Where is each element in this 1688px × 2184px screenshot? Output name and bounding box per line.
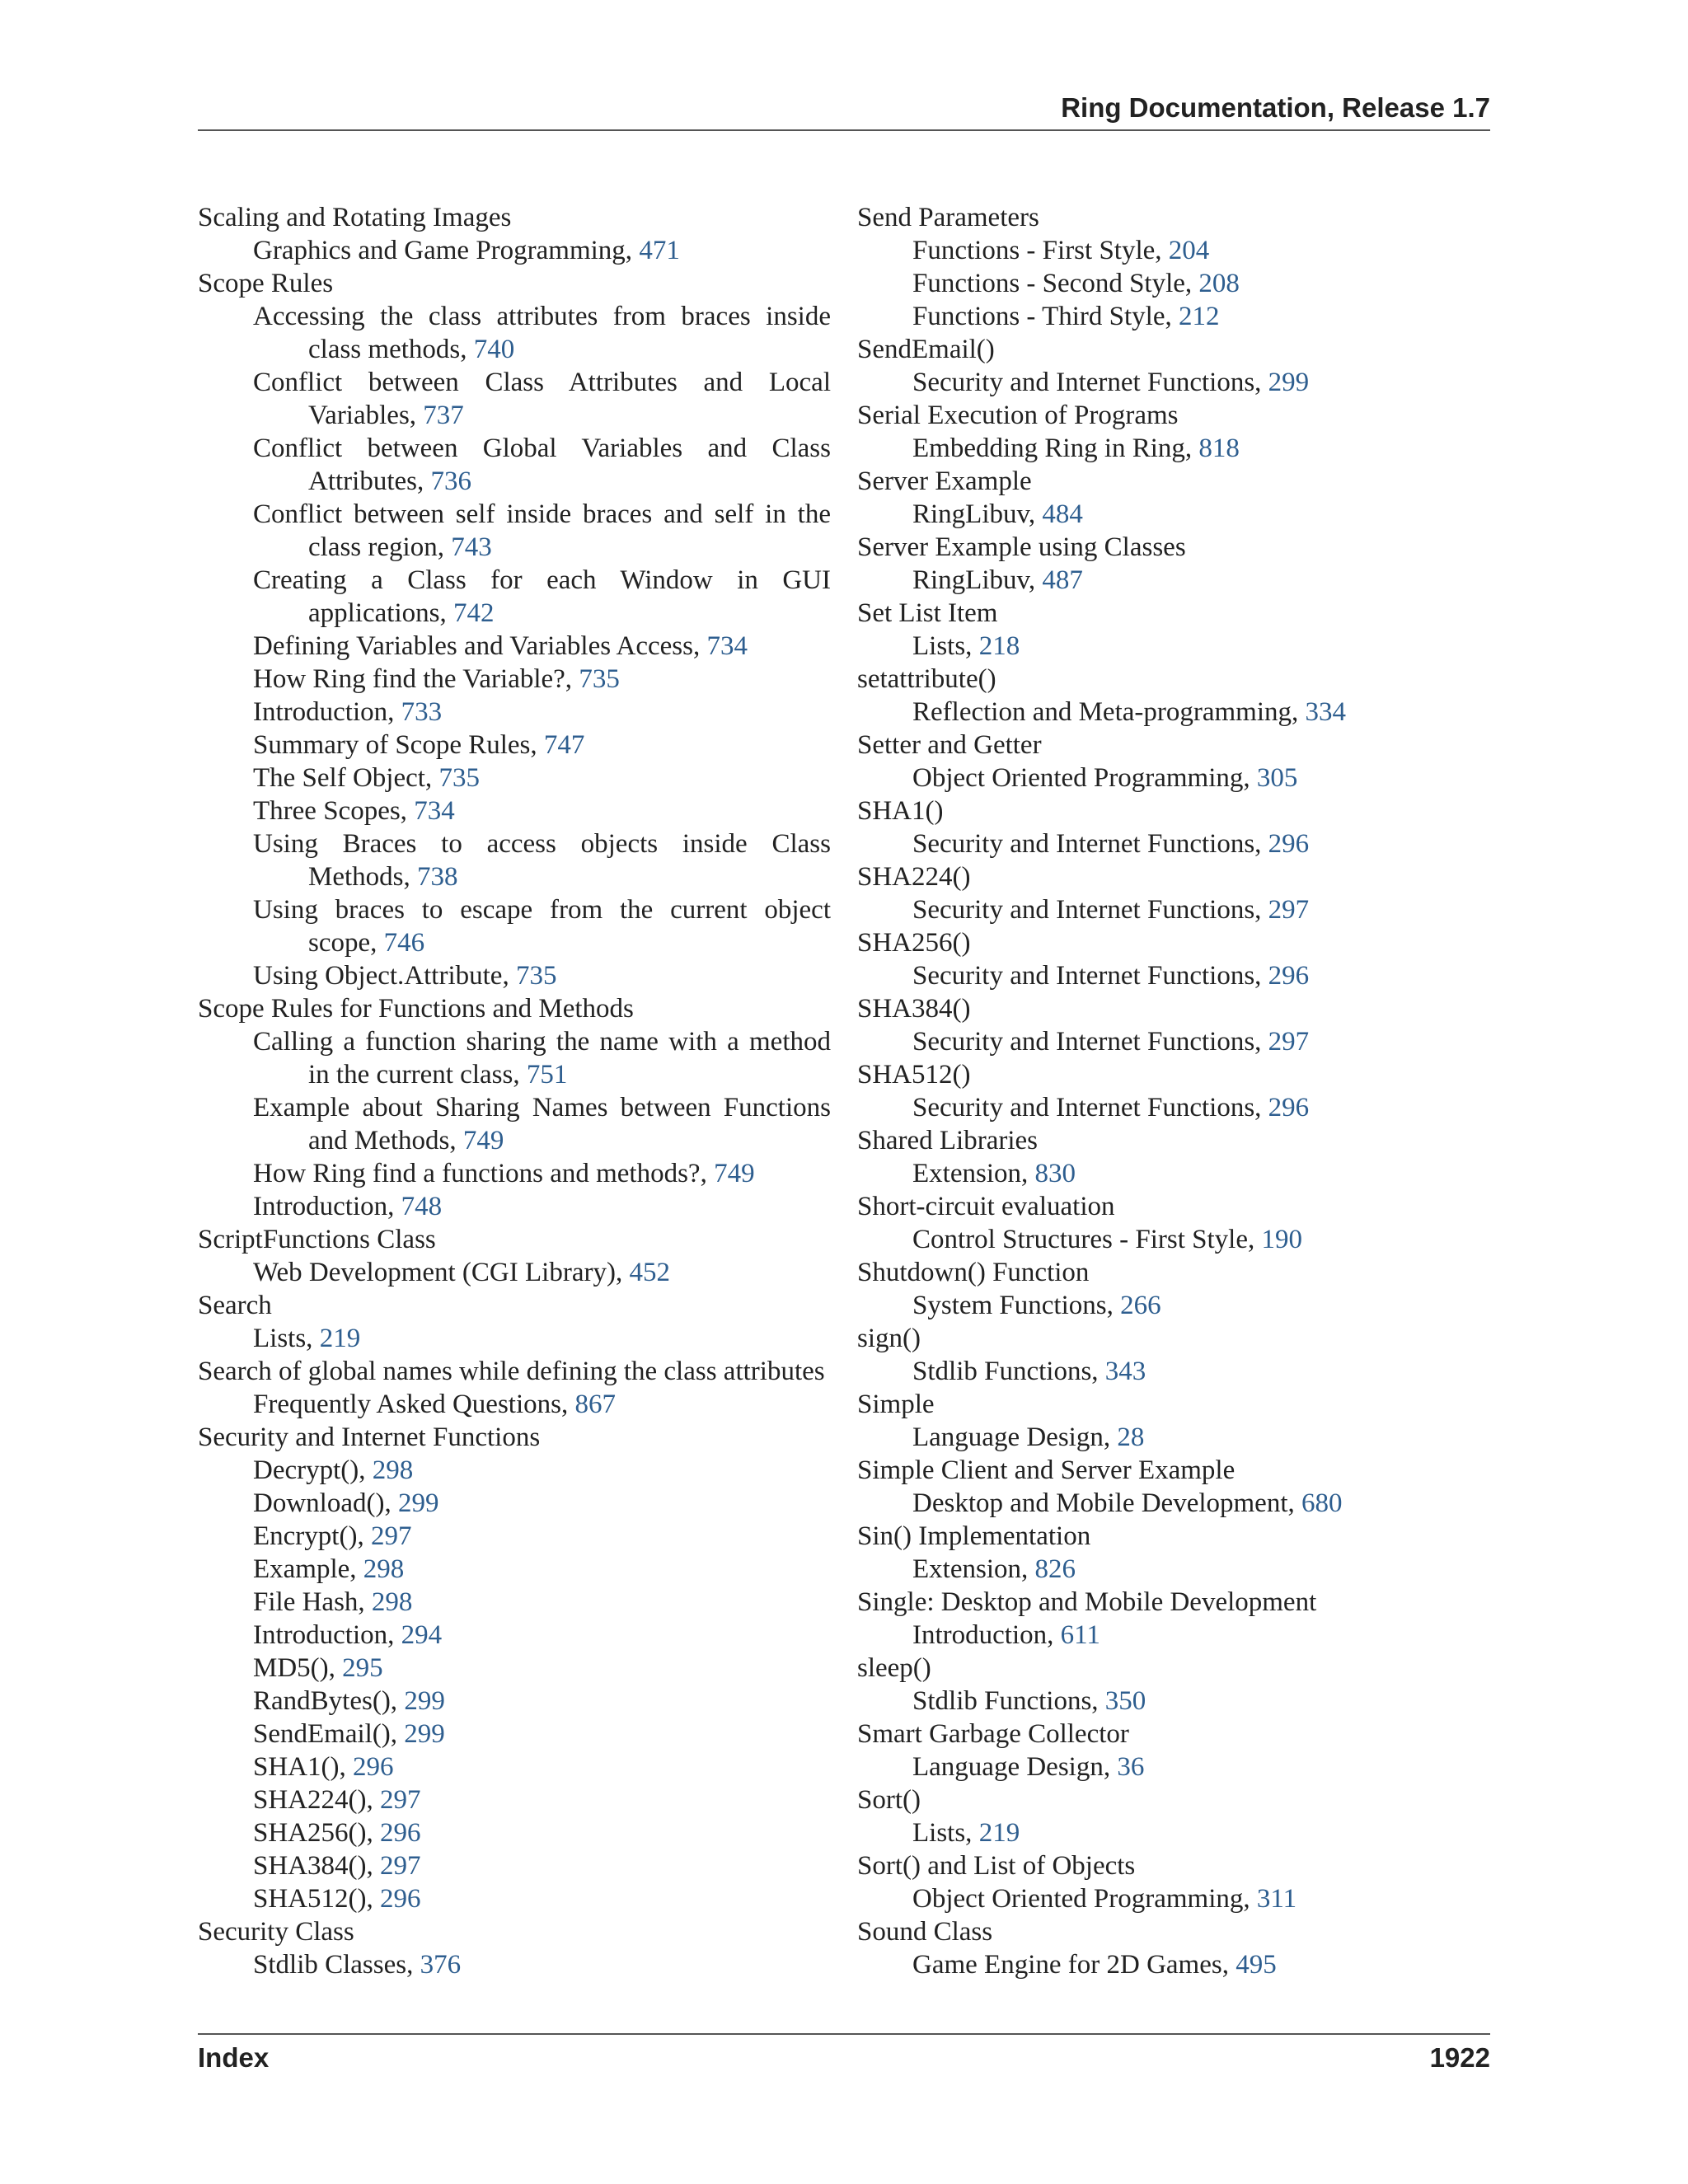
entry-text: Security and Internet Functions, <box>912 368 1268 397</box>
page-link[interactable]: 299 <box>397 1488 439 1518</box>
index-column-left <box>198 201 831 1981</box>
index-subentry <box>857 1355 1490 1388</box>
index-term <box>857 333 1490 366</box>
entry-text: Search of global names while defining the class attributes <box>198 1357 825 1386</box>
page-link[interactable]: 680 <box>1301 1488 1343 1518</box>
entry-text: Object Oriented Programming, <box>912 1884 1257 1914</box>
entry-text: Language Design, <box>912 1422 1118 1452</box>
page-link[interactable]: 747 <box>543 730 585 760</box>
entry-text: Lists, <box>912 1818 979 1848</box>
entry-text: Scaling and Rotating Images <box>198 203 512 232</box>
page-link[interactable]: 733 <box>401 697 443 727</box>
entry-text: Graphics and Game Programming, <box>253 236 640 265</box>
index-subentry <box>198 498 831 564</box>
index-subentry <box>857 1816 1490 1849</box>
entry-text: SHA1() <box>857 796 944 826</box>
index-subentry <box>857 1882 1490 1915</box>
index-term <box>857 794 1490 827</box>
entry-text: RingLibuv, <box>912 499 1043 529</box>
entry-text: SHA224(), <box>253 1785 380 1815</box>
index-term <box>857 597 1490 630</box>
page-link[interactable]: 299 <box>404 1686 445 1716</box>
page-link[interactable]: 735 <box>515 961 557 991</box>
page-link[interactable]: 219 <box>978 1818 1020 1848</box>
entry-text: Three Scopes, <box>253 796 415 826</box>
page-link[interactable]: 742 <box>452 598 495 628</box>
index-term <box>857 926 1490 959</box>
entry-text: Web Development (CGI Library), <box>253 1258 630 1287</box>
index-subentry <box>198 959 831 992</box>
entry-text: Simple Client and Server Example <box>857 1455 1236 1485</box>
index-term <box>198 992 831 1025</box>
index-subentry <box>857 1157 1490 1190</box>
entry-text: Security and Internet Functions, <box>912 1093 1268 1122</box>
index-subentry <box>857 1948 1490 1981</box>
index-subentry <box>857 300 1490 333</box>
entry-text: Sort() and List of Objects <box>857 1851 1136 1881</box>
index-term <box>857 663 1490 696</box>
page-link[interactable]: 219 <box>319 1324 361 1353</box>
index-subentry <box>198 1718 831 1750</box>
entry-text: Download(), <box>253 1488 398 1518</box>
entry-text: Conflict between self inside braces and self in the class region, <box>253 499 831 562</box>
page-link[interactable]: 218 <box>978 631 1020 661</box>
entry-text: How Ring find the Variable?, <box>253 664 579 694</box>
page-link[interactable]: 740 <box>473 335 515 364</box>
index-subentry <box>198 1553 831 1586</box>
page-link[interactable]: 350 <box>1104 1686 1146 1716</box>
page-number: 1922 <box>1429 2042 1490 2073</box>
entry-text: Calling a function sharing the name with a method in the current class, <box>253 1027 831 1090</box>
page-link[interactable]: 311 <box>1256 1884 1297 1914</box>
page-link[interactable]: 297 <box>1268 1027 1310 1057</box>
entry-text: sign() <box>857 1324 921 1353</box>
entry-text: SendEmail(), <box>253 1719 405 1749</box>
index-term <box>857 1322 1490 1355</box>
entry-text: Creating a Class for each Window in GUI applications, <box>253 565 831 628</box>
index-subentry <box>198 696 831 729</box>
index-subentry <box>198 827 831 893</box>
entry-text: RingLibuv, <box>912 565 1043 595</box>
entry-text: MD5(), <box>253 1653 343 1683</box>
entry-text: File Hash, <box>253 1587 372 1617</box>
index-term <box>857 1849 1490 1882</box>
index-subentry <box>857 1223 1490 1256</box>
entry-text: SHA384(), <box>253 1851 380 1881</box>
entry-text: SHA256() <box>857 928 971 958</box>
entry-text: SHA1(), <box>253 1752 353 1782</box>
entry-text: Stdlib Functions, <box>912 1357 1105 1386</box>
index-subentry <box>198 1025 831 1091</box>
entry-text: Example, <box>253 1554 363 1584</box>
entry-text: Security and Internet Functions, <box>912 895 1268 925</box>
entry-text: Scope Rules <box>198 269 334 298</box>
page-link[interactable]: 299 <box>1268 368 1310 397</box>
page-link[interactable]: 867 <box>574 1390 616 1419</box>
index-subentry <box>857 1619 1490 1652</box>
entry-text: RandBytes(), <box>253 1686 405 1716</box>
entry-text: Setter and Getter <box>857 730 1042 760</box>
page-link[interactable]: 204 <box>1168 236 1210 265</box>
entry-text: Introduction, <box>253 697 401 727</box>
page-link[interactable]: 296 <box>380 1818 421 1848</box>
entry-text: Set List Item <box>857 598 998 628</box>
entry-text: Single: Desktop and Mobile Development <box>857 1587 1317 1617</box>
entry-text: Security and Internet Functions <box>198 1422 541 1452</box>
index-subentry <box>198 1586 831 1619</box>
page-link[interactable]: 212 <box>1178 302 1220 331</box>
index-subentry <box>198 1948 831 1981</box>
index-term <box>198 1355 831 1388</box>
index-term <box>857 1915 1490 1948</box>
index-term <box>198 267 831 300</box>
index-subentry <box>198 1849 831 1882</box>
index-term <box>857 1256 1490 1289</box>
index-subentry <box>857 267 1490 300</box>
index-subentry <box>198 1783 831 1816</box>
header-rule <box>198 129 1490 131</box>
index-term <box>857 729 1490 762</box>
page-link[interactable]: 484 <box>1042 499 1083 529</box>
entry-text: Security and Internet Functions, <box>912 961 1268 991</box>
index-subentry <box>198 1454 831 1487</box>
entry-text: Encrypt(), <box>253 1521 371 1551</box>
page-link[interactable]: 294 <box>401 1620 443 1650</box>
page-link[interactable]: 208 <box>1198 269 1240 298</box>
entry-text: Functions - Third Style, <box>912 302 1179 331</box>
entry-text: Shutdown() Function <box>857 1258 1090 1287</box>
index-term <box>857 1454 1490 1487</box>
index-column-right <box>857 201 1490 1981</box>
entry-text: Serial Execution of Programs <box>857 401 1179 430</box>
page-link[interactable]: 266 <box>1120 1291 1161 1320</box>
entry-text: Introduction, <box>253 1620 401 1650</box>
index-term <box>857 1718 1490 1750</box>
index-subentry <box>198 1487 831 1520</box>
entry-text: Sound Class <box>857 1917 993 1947</box>
index-term <box>857 1586 1490 1619</box>
page-link[interactable]: 296 <box>353 1752 394 1782</box>
index-term <box>857 1783 1490 1816</box>
index-subentry <box>198 234 831 267</box>
entry-text: SendEmail() <box>857 335 995 364</box>
entry-text: Embedding Ring in Ring, <box>912 434 1199 463</box>
page-link[interactable]: 296 <box>1268 961 1310 991</box>
index-term <box>857 1520 1490 1553</box>
index-subentry <box>857 1091 1490 1124</box>
entry-text: Using braces to escape from the current object scope, <box>253 895 831 958</box>
entry-text: Game Engine for 2D Games, <box>912 1950 1236 1980</box>
page-link[interactable]: 28 <box>1117 1422 1145 1452</box>
page-link[interactable]: 190 <box>1261 1225 1302 1254</box>
page-link[interactable]: 297 <box>380 1785 421 1815</box>
entry-text: setattribute() <box>857 664 996 694</box>
index-subentry <box>857 1750 1490 1783</box>
page-link[interactable]: 735 <box>438 763 480 793</box>
index-subentry <box>198 1652 831 1685</box>
index-subentry <box>198 630 831 663</box>
page-link[interactable]: 297 <box>1268 895 1310 925</box>
running-header: Ring Documentation, Release 1.7 <box>1061 92 1490 123</box>
index-subentry <box>198 1882 831 1915</box>
footer-rule <box>198 2033 1490 2035</box>
index-term <box>198 1421 831 1454</box>
entry-text: Shared Libraries <box>857 1126 1038 1155</box>
page-link[interactable]: 296 <box>1268 829 1310 859</box>
index-term <box>857 399 1490 432</box>
page-link[interactable]: 737 <box>423 401 464 430</box>
entry-text: Sort() <box>857 1785 921 1815</box>
page-link[interactable]: 298 <box>363 1554 405 1584</box>
index-subentry <box>857 959 1490 992</box>
index-subentry <box>198 729 831 762</box>
page-link[interactable]: 748 <box>401 1192 443 1221</box>
index-subentry <box>857 762 1490 794</box>
entry-text: Language Design, <box>912 1752 1118 1782</box>
page-link[interactable]: 487 <box>1042 565 1083 595</box>
index-subentry <box>857 630 1490 663</box>
index-term <box>857 465 1490 498</box>
entry-text: Sin() Implementation <box>857 1521 1091 1551</box>
page-link[interactable]: 296 <box>1268 1093 1310 1122</box>
footer-section: Index <box>198 2042 270 2073</box>
index-subentry <box>198 300 831 366</box>
index-subentry <box>857 1487 1490 1520</box>
index-subentry <box>198 1091 831 1157</box>
index-subentry <box>198 1190 831 1223</box>
entry-text: Using Braces to access objects inside Class Methods, <box>253 829 831 892</box>
index-subentry <box>857 1421 1490 1454</box>
page-link[interactable]: 297 <box>370 1521 412 1551</box>
page-link[interactable]: 297 <box>380 1851 421 1881</box>
entry-text: Security Class <box>198 1917 354 1947</box>
entry-text: ScriptFunctions Class <box>198 1225 436 1254</box>
entry-text: Defining Variables and Variables Access, <box>253 631 707 661</box>
index-subentry <box>857 498 1490 531</box>
index-subentry <box>857 1553 1490 1586</box>
index-term <box>857 531 1490 564</box>
page-link[interactable]: 305 <box>1256 763 1298 793</box>
entry-text: Control Structures - First Style, <box>912 1225 1262 1254</box>
entry-text: Server Example using Classes <box>857 532 1186 562</box>
entry-text: Reflection and Meta-programming, <box>912 697 1306 727</box>
entry-text: Security and Internet Functions, <box>912 829 1268 859</box>
entry-text: The Self Object, <box>253 763 439 793</box>
index-term <box>198 1915 831 1948</box>
index-term <box>857 1190 1490 1223</box>
page-link[interactable]: 818 <box>1198 434 1240 463</box>
page-link[interactable]: 751 <box>526 1060 568 1090</box>
entry-text: Security and Internet Functions, <box>912 1027 1268 1057</box>
page-link[interactable]: 746 <box>383 928 425 958</box>
index-subentry <box>198 794 831 827</box>
page-link[interactable]: 826 <box>1034 1554 1076 1584</box>
page-link[interactable]: 36 <box>1117 1752 1145 1782</box>
page-link[interactable]: 743 <box>451 532 492 562</box>
page-link[interactable]: 735 <box>579 664 620 694</box>
entry-text: SHA224() <box>857 862 971 892</box>
entry-text: Lists, <box>253 1324 320 1353</box>
index-subentry <box>857 366 1490 399</box>
index-term <box>857 1124 1490 1157</box>
index-subentry <box>857 827 1490 860</box>
page-link[interactable]: 298 <box>371 1587 413 1617</box>
index-subentry <box>198 1157 831 1190</box>
page-link[interactable]: 749 <box>462 1126 504 1155</box>
entry-text: Server Example <box>857 466 1032 496</box>
page-link[interactable]: 738 <box>417 862 458 892</box>
entry-text: Scope Rules for Functions and Methods <box>198 994 634 1024</box>
index-subentry <box>198 1256 831 1289</box>
page-link[interactable]: 296 <box>380 1884 421 1914</box>
entry-text: Introduction, <box>253 1192 401 1221</box>
page-link[interactable]: 298 <box>372 1455 414 1485</box>
index-term <box>857 1652 1490 1685</box>
index-subentry <box>198 1816 831 1849</box>
index-subentry <box>198 432 831 498</box>
index-subentry <box>198 1520 831 1553</box>
entry-text: System Functions, <box>912 1291 1121 1320</box>
index-term <box>198 201 831 234</box>
index-term <box>857 992 1490 1025</box>
entry-text: Summary of Scope Rules, <box>253 730 544 760</box>
entry-text: Smart Garbage Collector <box>857 1719 1129 1749</box>
page-link[interactable]: 452 <box>629 1258 670 1287</box>
entry-text: Stdlib Functions, <box>912 1686 1105 1716</box>
index-subentry <box>198 564 831 630</box>
entry-text: Introduction, <box>912 1620 1061 1650</box>
index-subentry <box>198 1750 831 1783</box>
index-subentry <box>857 1685 1490 1718</box>
page-link[interactable]: 830 <box>1034 1159 1076 1188</box>
entry-text: SHA512() <box>857 1060 971 1090</box>
index-subentry <box>198 663 831 696</box>
index-term <box>857 860 1490 893</box>
entry-text: Simple <box>857 1390 935 1419</box>
index-subentry <box>198 1322 831 1355</box>
index-subentry <box>198 1685 831 1718</box>
entry-text: Conflict between Class Attributes and Local Variables, <box>253 368 831 430</box>
entry-text: SHA384() <box>857 994 971 1024</box>
entry-text: Search <box>198 1291 272 1320</box>
entry-text: Frequently Asked Questions, <box>253 1390 575 1419</box>
entry-text: Extension, <box>912 1554 1035 1584</box>
entry-text: Object Oriented Programming, <box>912 763 1257 793</box>
index-subentry <box>857 893 1490 926</box>
page-link[interactable]: 611 <box>1060 1620 1100 1650</box>
index-subentry <box>857 1025 1490 1058</box>
page-link[interactable]: 334 <box>1305 697 1347 727</box>
index-term <box>198 1289 831 1322</box>
entry-text: Extension, <box>912 1159 1035 1188</box>
index-subentry <box>198 1619 831 1652</box>
index-subentry <box>857 1289 1490 1322</box>
page-link[interactable]: 734 <box>706 631 748 661</box>
entry-text: SHA512(), <box>253 1884 380 1914</box>
entry-text: SHA256(), <box>253 1818 380 1848</box>
index-subentry <box>857 432 1490 465</box>
index-term <box>198 1223 831 1256</box>
page-link[interactable]: 376 <box>420 1950 462 1980</box>
entry-text: Desktop and Mobile Development, <box>912 1488 1301 1518</box>
index-term <box>857 201 1490 234</box>
entry-text: Example about Sharing Names between Functions and Methods, <box>253 1093 831 1155</box>
index-subentry <box>857 234 1490 267</box>
entry-text: Functions - Second Style, <box>912 269 1199 298</box>
entry-text: Stdlib Classes, <box>253 1950 420 1980</box>
index-term <box>857 1388 1490 1421</box>
page-link[interactable]: 299 <box>404 1719 445 1749</box>
page-link[interactable]: 343 <box>1104 1357 1146 1386</box>
index-subentry <box>198 366 831 432</box>
page-link[interactable]: 736 <box>430 466 471 496</box>
entry-text: Short-circuit evaluation <box>857 1192 1115 1221</box>
entry-text: Accessing the class attributes from braces inside class methods, <box>253 302 831 364</box>
entry-text: Send Parameters <box>857 203 1039 232</box>
entry-text: Conflict between Global Variables and Class Attributes, <box>253 434 831 496</box>
entry-text: sleep() <box>857 1653 931 1683</box>
page-link[interactable]: 749 <box>714 1159 755 1188</box>
index-term <box>857 1058 1490 1091</box>
index-subentry <box>198 762 831 794</box>
page-link[interactable]: 495 <box>1236 1950 1277 1980</box>
index-subentry <box>198 893 831 959</box>
index-subentry <box>857 564 1490 597</box>
entry-text: Lists, <box>912 631 979 661</box>
page-link[interactable]: 295 <box>342 1653 383 1683</box>
entry-text: Using Object.Attribute, <box>253 961 516 991</box>
entry-text: How Ring find a functions and methods?, <box>253 1159 715 1188</box>
page-link[interactable]: 471 <box>639 236 680 265</box>
page-link[interactable]: 734 <box>414 796 455 826</box>
index-subentry <box>198 1388 831 1421</box>
entry-text: Functions - First Style, <box>912 236 1169 265</box>
entry-text: Decrypt(), <box>253 1455 373 1485</box>
index-subentry <box>857 696 1490 729</box>
